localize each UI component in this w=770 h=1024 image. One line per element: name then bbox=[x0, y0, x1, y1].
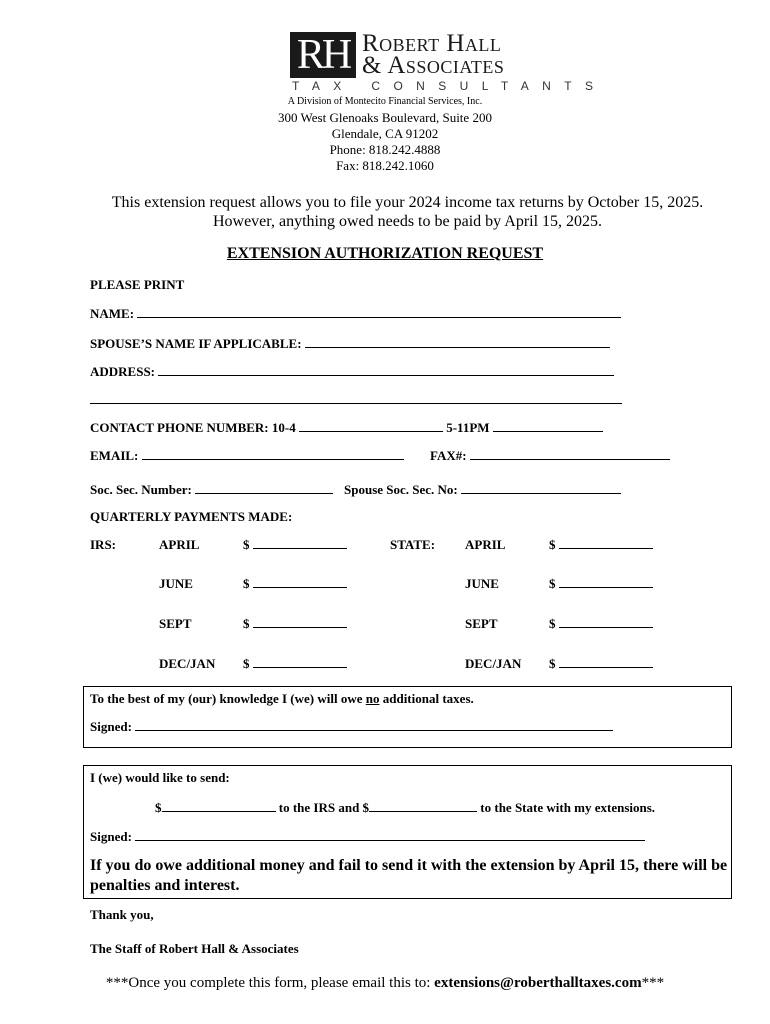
ssn-field[interactable]: Soc. Sec. Number: bbox=[90, 482, 333, 498]
state-month-sept: SEPT bbox=[465, 616, 498, 631]
fax-text: Fax: 818.242.1060 bbox=[336, 158, 434, 173]
rh-monogram: RH bbox=[290, 32, 356, 78]
penalty-warning: If you do owe additional money and fail to send it with the extension by April 15, there will be penalties and interest. bbox=[90, 857, 728, 894]
irs-sept-amount[interactable]: $ bbox=[243, 616, 347, 632]
contact-phone-field[interactable]: CONTACT PHONE NUMBER: 10-4 5-11PM bbox=[90, 420, 603, 436]
thank-you-text: Thank you, bbox=[90, 907, 154, 922]
state-decjan-amount[interactable]: $ bbox=[549, 656, 653, 672]
state-june-amount[interactable]: $ bbox=[549, 576, 653, 592]
contact-email-link[interactable]: extensions@roberthalltaxes.com bbox=[434, 975, 642, 991]
irs-month-sept: SEPT bbox=[159, 616, 192, 631]
staff-signature-text: The Staff of Robert Hall & Associates bbox=[90, 941, 299, 956]
state-month-june: JUNE bbox=[465, 576, 499, 591]
state-april-amount[interactable]: $ bbox=[549, 537, 653, 553]
firm-name-line2: & Associates bbox=[362, 52, 505, 79]
irs-april-amount[interactable]: $ bbox=[243, 537, 347, 553]
firm-name-line1: Robert Hall bbox=[362, 30, 502, 57]
irs-june-amount[interactable]: $ bbox=[243, 576, 347, 592]
form-title: EXTENSION AUTHORIZATION REQUEST bbox=[226, 245, 544, 262]
spouse-ssn-field[interactable]: Spouse Soc. Sec. No: bbox=[344, 482, 621, 498]
state-month-decjan: DEC/JAN bbox=[465, 656, 522, 671]
firm-logo bbox=[290, 30, 607, 94]
address-line1: 300 West Glenoaks Boulevard, Suite 200 bbox=[278, 110, 492, 125]
payment-amounts-field[interactable]: $ to the IRS and $ to the State with my extensions. bbox=[155, 800, 656, 815]
intro-paragraph: This extension request allows you to file your 2024 income tax returns by October 15, 2025. However, anything owed needs to be paid by April 15, 2025. bbox=[111, 194, 704, 230]
please-print-label: PLEASE PRINT bbox=[90, 277, 185, 292]
signed-field-2[interactable]: Signed: bbox=[90, 829, 645, 845]
division-text: A Division of Montecito Financial Services, Inc. bbox=[287, 96, 483, 107]
irs-decjan-amount[interactable]: $ bbox=[243, 656, 347, 672]
state-sept-amount[interactable]: $ bbox=[549, 616, 653, 632]
signed-field-1[interactable]: Signed: bbox=[90, 719, 613, 735]
address-field-line2[interactable] bbox=[90, 392, 622, 408]
address-field[interactable]: ADDRESS: bbox=[90, 364, 614, 380]
phone-text: Phone: 818.242.4888 bbox=[329, 142, 441, 157]
quarterly-payments-label: QUARTERLY PAYMENTS MADE: bbox=[90, 509, 293, 524]
name-field[interactable]: NAME: bbox=[90, 306, 621, 322]
fax-field[interactable]: FAX#: bbox=[430, 448, 670, 464]
address-line2: Glendale, CA 91202 bbox=[331, 126, 439, 141]
irs-month-april: APRIL bbox=[159, 537, 200, 552]
irs-month-decjan: DEC/JAN bbox=[159, 656, 216, 671]
state-month-april: APRIL bbox=[465, 537, 506, 552]
state-label: STATE: bbox=[390, 537, 436, 552]
firm-tagline: TAX CONSULTANTS bbox=[292, 79, 607, 93]
email-field[interactable]: EMAIL: bbox=[90, 448, 404, 464]
no-tax-statement: To the best of my (our) knowledge I (we) will owe no additional taxes. bbox=[90, 691, 474, 706]
footer-instruction: ***Once you complete this form, please email this to: extensions@roberthalltaxes.com*** bbox=[105, 975, 665, 991]
send-label: I (we) would like to send: bbox=[90, 770, 230, 785]
irs-month-june: JUNE bbox=[159, 576, 193, 591]
irs-label: IRS: bbox=[90, 537, 117, 552]
spouse-name-field[interactable]: SPOUSE’S NAME IF APPLICABLE: bbox=[90, 336, 610, 352]
